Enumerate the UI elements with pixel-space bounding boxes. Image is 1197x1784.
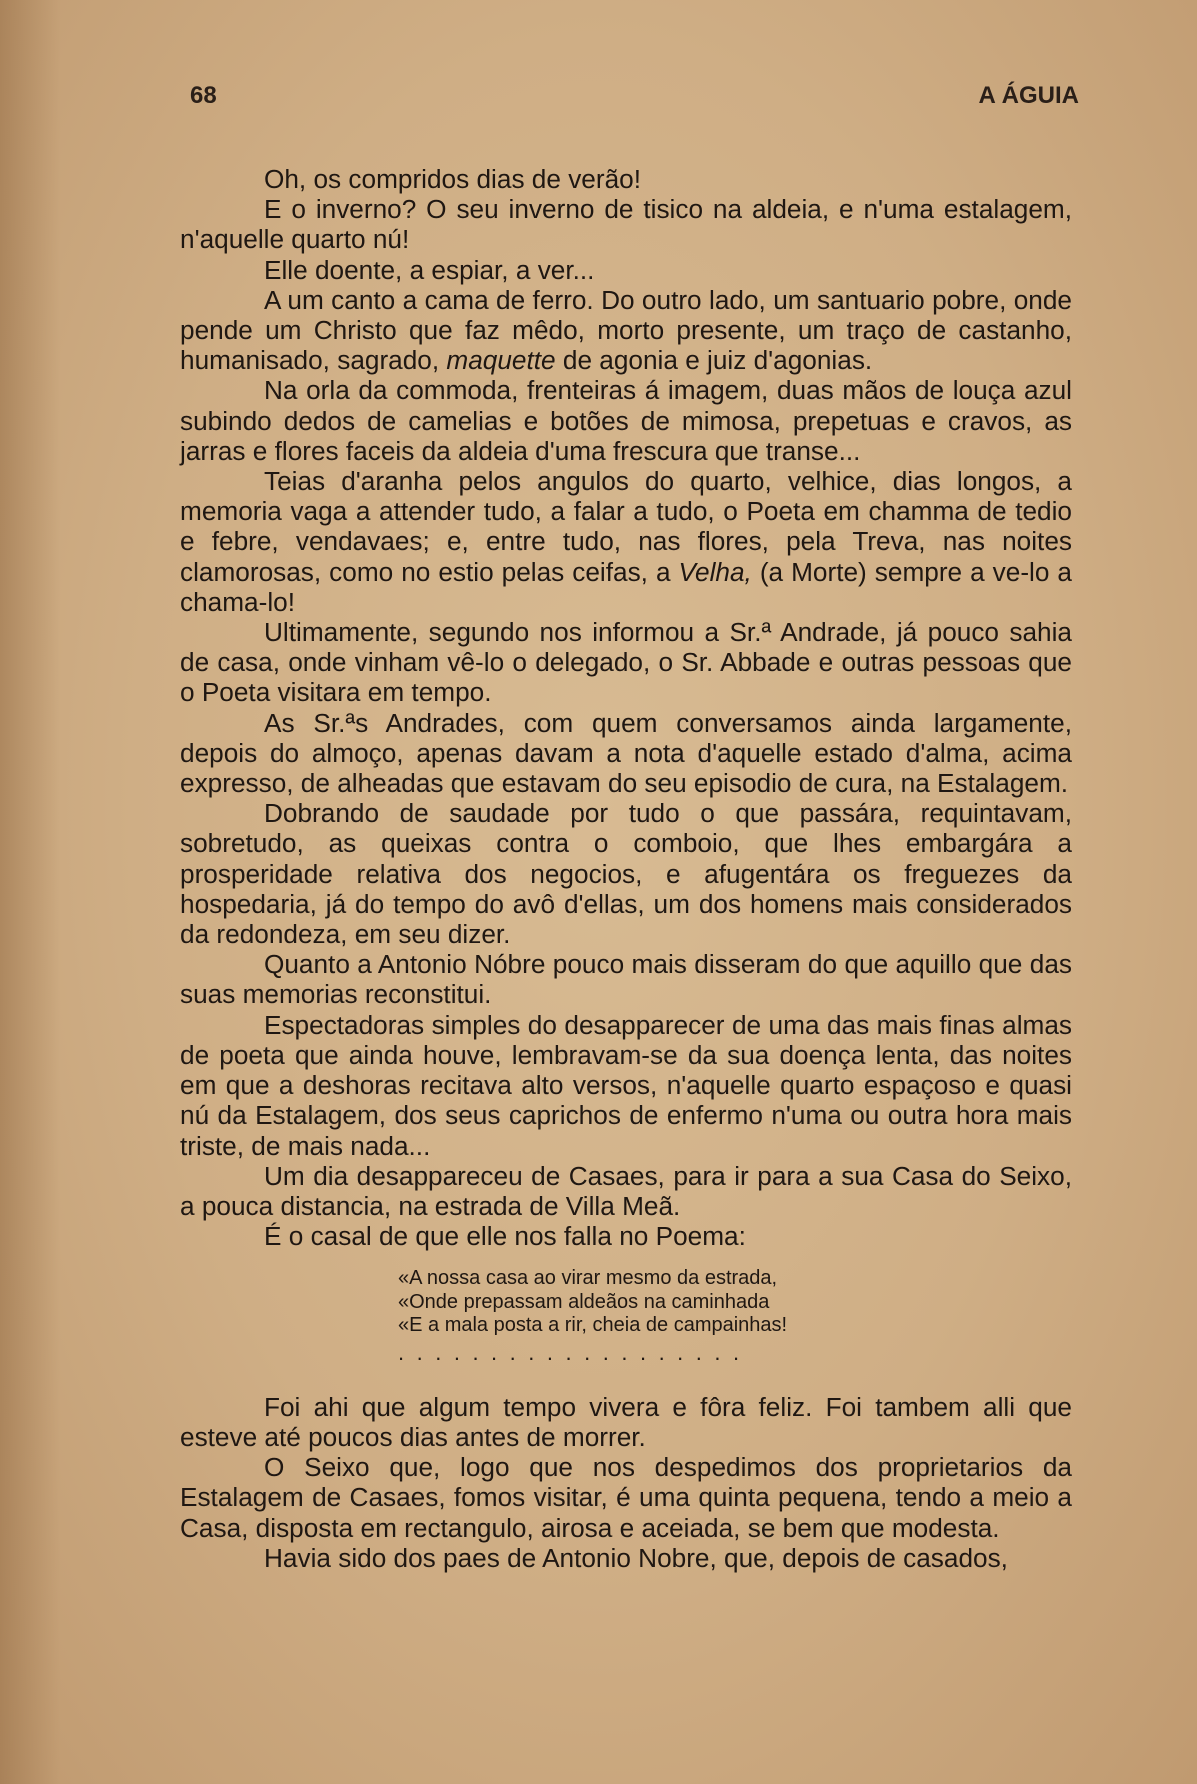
paragraph: Dobrando de saudade por tudo o que passára, requintavam, sobretudo, as queixas contra o comboio, que lhes embargára a prosperidade relativa dos negocios, e afugentára os freguezes da hospedaria, já do tempo do avô d'ellas, um dos homens mais considerados da redondeza, em seu dizer.: [180, 798, 1072, 950]
paragraph: E o inverno? O seu inverno de tisico na aldeia, e n'uma estalagem, n'aquelle quarto nú!: [180, 194, 1072, 255]
paragraph: Foi ahi que algum tempo vivera e fôra feliz. Foi tambem alli que esteve até poucos dias antes de morrer.: [180, 1391, 1072, 1453]
paragraph: As Sr.ªs Andrades, com quem conversamos ainda largamente, depois do almoço, apenas davam a nota d'aquelle estado d'alma, acima expresso, de alheadas que estavam do seu episodio de cura, na Estalagem.: [180, 707, 1072, 799]
paragraph: A um canto a cama de ferro. Do outro lado, um santuario pobre, onde pende um Christo que faz mêdo, morto presente, um traço de castanho, humanisado, sagrado, maquette de agonia e juiz d'agonias.: [180, 284, 1072, 376]
italic-term: maquette: [446, 345, 556, 376]
poem-quote: [398, 1267, 1072, 1338]
italic-term: Velha,: [678, 556, 752, 587]
paragraph: Elle doente, a espiar, a ver...: [264, 254, 595, 285]
verse-line: «Onde prepassam aldeãos na caminhada: [398, 1290, 770, 1313]
paragraph: Teias d'aranha pelos angulos do quarto, velhice, dias longos, a memoria vaga a attender tudo, a falar a tudo, o Poeta em chamma de tedio e febre, vendavaes; e, entre tudo, nas flores, pela Treva, nas noites clamorosas, como no estio pelas ceifas, a Velha, (a Morte) sempre a ve-lo a chama-lo!: [180, 466, 1073, 617]
paragraph: Ultimamente, segundo nos informou a Sr.ª Andrade, já pouco sahia de casa, onde vinham vê-lo o delegado, o Sr. Abbade e outras pessoas que o Poeta visitara em tempo.: [180, 617, 1072, 708]
paragraph: Um dia desappareceu de Casaes, para ir para a sua Casa do Seixo, a pouca distancia, na estrada de Villa Meã.: [180, 1160, 1072, 1221]
paragraph: Espectadoras simples do desapparecer de uma das mais finas almas de poeta que ainda houve, lembravam-se da sua doença lenta, das noites em que a deshoras recitava alto versos, n'aquelle quarto espaçoso e quasi nú da Estalagem, dos seus caprichos de enfermo n'uma ou outra hora mais triste, de mais nada...: [180, 1009, 1072, 1161]
paragraph: É o casal de que elle nos falla no Poema:: [264, 1221, 746, 1252]
article-body: [180, 164, 1072, 1573]
verse-line: «E a mala posta a rir, cheia de campainhas!: [398, 1314, 788, 1337]
running-title: A ÁGUIA: [978, 82, 1079, 109]
paragraph: Quanto a Antonio Nóbre pouco mais disseram do que aquillo que das suas memorias reconstitui.: [180, 949, 1072, 1010]
page-number: 68: [190, 82, 217, 109]
paragraph: O Seixo que, logo que nos despedimos dos proprietarios da Estalagem de Casaes, fomos visitar, é uma quinta pequena, tendo a meio a Casa, disposta em rectangulo, airosa e aceiada, se bem que modesta.: [180, 1452, 1072, 1543]
verse-line: «A nossa casa ao virar mesmo da estrada,: [398, 1267, 778, 1290]
verse-ellipsis: ...................: [398, 1339, 752, 1365]
paragraph: Oh, os compridos dias de verão!: [264, 164, 641, 194]
paragraph: Na orla da commoda, frenteiras á imagem, duas mãos de louça azul subindo dedos de camelias e botões de mimosa, prepetuas e cravos, as jarras e flores faceis da aldeia d'uma frescura que transe...: [180, 375, 1072, 466]
page-header: [190, 82, 1079, 110]
paragraph: Havia sido dos paes de Antonio Nobre, que, depois de casados,: [264, 1542, 1008, 1573]
